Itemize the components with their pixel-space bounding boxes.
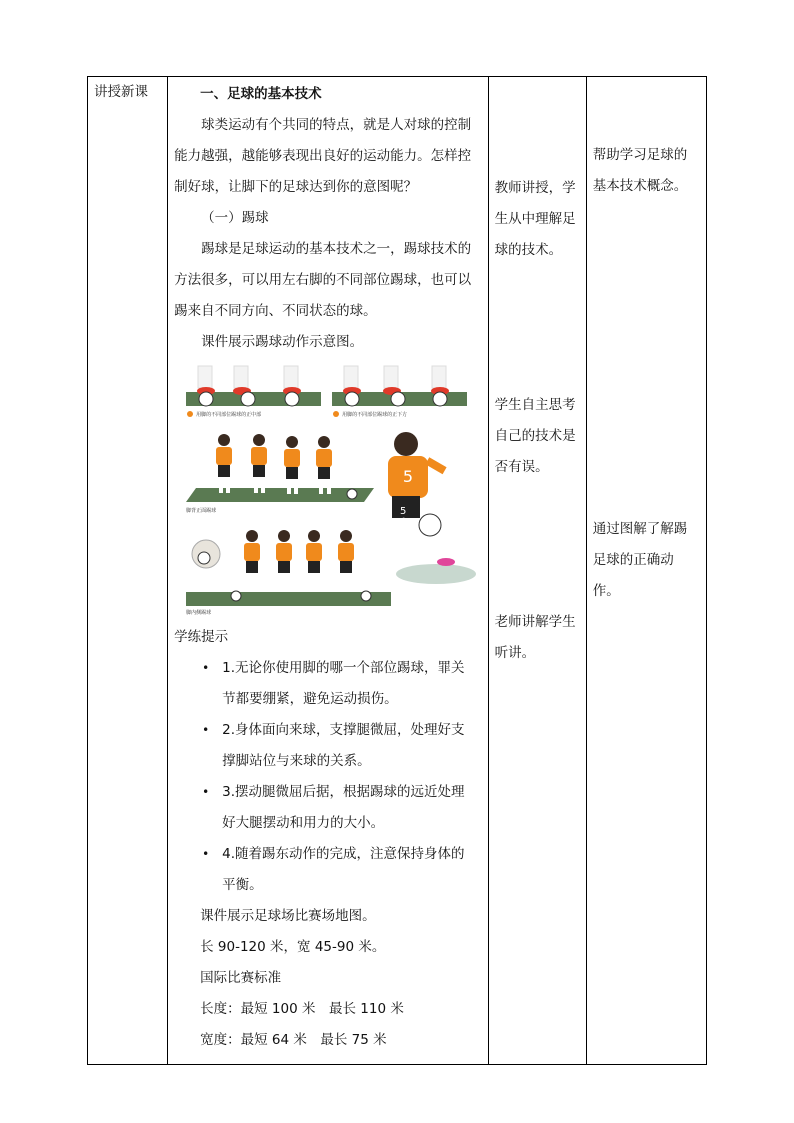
intent-2: 通过图解了解踢足球的正确动作。 [592,521,688,599]
phase-cell [88,77,168,1065]
kicking-figure [184,362,484,618]
svg-text:5: 5 [400,506,407,517]
caption-d: 脚内侧踢球 [186,610,212,616]
activity-1: 教师讲授，学生从中理解足球的技术。 [494,180,576,258]
caption-a: 用脚的不同部位踢球的正中部 [196,412,262,418]
activity-3: 老师讲解学生听讲。 [494,614,576,661]
list-item: • 2.身体面向来球，支撑腿微屈，处理好支撑脚站位与来球的关系。 [202,722,465,769]
courseware-field: 课件展示足球场比赛场地图。 [200,908,376,924]
feet-panel-b [343,366,449,406]
svg-text:5: 5 [403,467,414,486]
tips-list [174,653,482,901]
kick-paragraph: 踢球是足球运动的基本技术之一，踢球技术的方法很多，可以用左右脚的不同部位踢球，也可以踢来自不同方向、不同状态的球。 [174,241,472,319]
section-heading: 一、足球的基本技术 [200,86,322,102]
lesson-table [87,76,707,1065]
kicking-illustration [184,362,484,618]
activity-cell [488,77,586,1065]
phase-label: 讲授新课 [94,84,148,100]
feet-panel-a [197,366,301,406]
big-player [388,432,476,584]
list-item: • 4.随着踢东动作的完成，注意保持身体的平衡。 [202,846,465,893]
courseware-kick: 课件展示踢球动作示意图。 [201,334,364,350]
standard-title: 国际比赛标准 [200,970,282,986]
intent-cell [586,77,706,1065]
caption-b: 用脚的不同部位踢球的正下方 [342,412,408,418]
intro-paragraph: 球类运动有个共同的特点，就是人对球的控制能力越强，越能够表现出良好的运动能力。怎样控制好球，让脚下的足球达到你的意图呢？ [174,117,472,195]
player-sequence-b [192,530,371,601]
standard-length: 长度：最短 100 米 最长 110 米 [200,1001,404,1017]
field-size: 长 90-120 米，宽 45-90 米。 [200,939,386,955]
intent-1: 帮助学习足球的基本技术概念。 [592,147,688,194]
list-item: • 3.摆动腿微屈后据，根据踢球的远近处理好大腿摆动和用力的大小。 [202,784,465,831]
content-cell [168,77,489,1065]
tips-title: 学练提示 [174,629,229,645]
caption-c: 脚背正面踢球 [186,508,217,514]
list-item: • 1.无论你使用脚的哪一个部位踢球，罪关节都要绷紧，避免运动损伤。 [202,660,465,707]
standard-width: 宽度：最短 64 米 最长 75 米 [200,1032,387,1048]
subheading: （一）踢球 [201,210,269,226]
activity-2: 学生自主思考自己的技术是否有误。 [494,397,576,475]
